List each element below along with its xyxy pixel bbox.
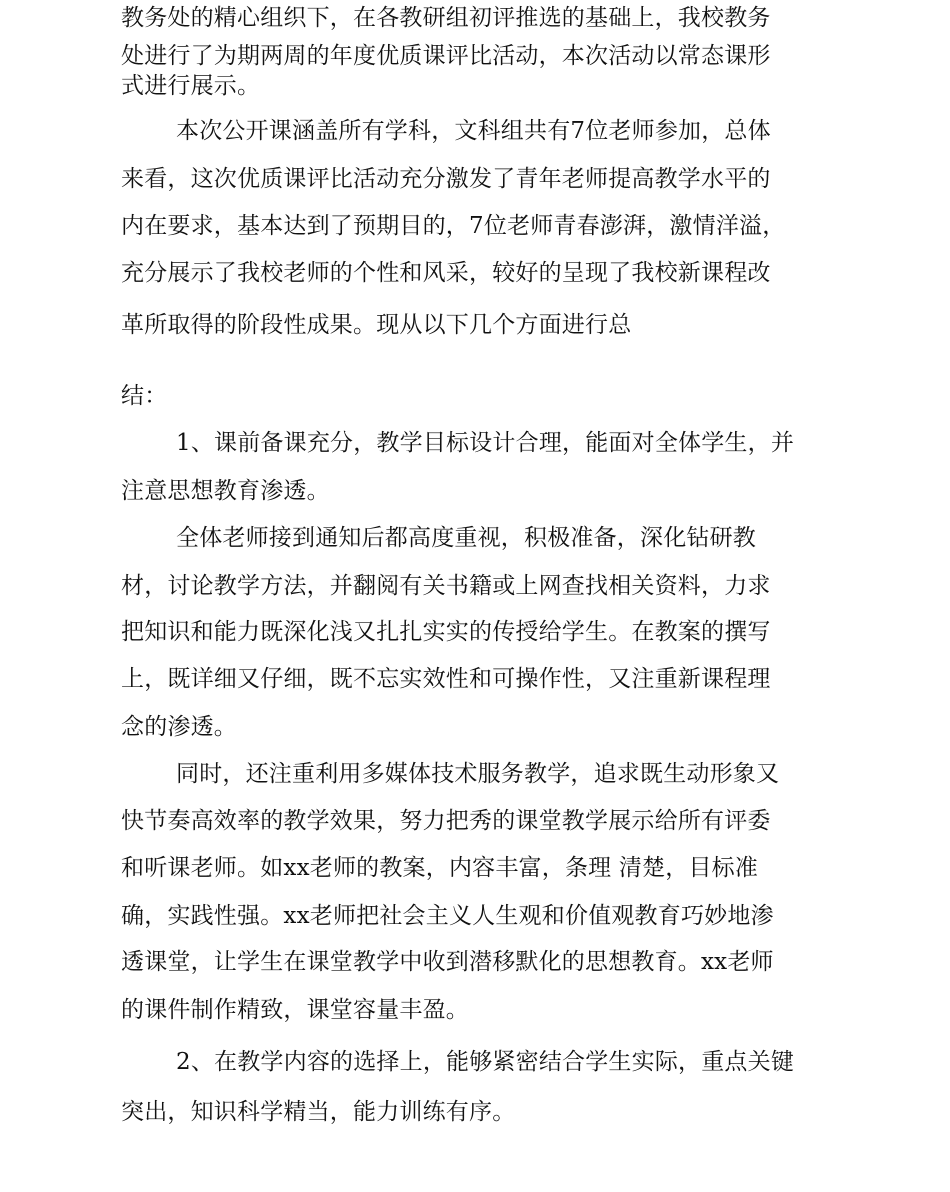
paragraph-line: 和听课老师。如xx老师的教案，内容丰富，条理 清楚，目标准: [121, 855, 759, 881]
paragraph-line: 把知识和能力既深化浅又扎扎实实的传授给学生。在教案的撰写: [121, 619, 771, 645]
paragraph-line: 来看，这次优质课评比活动充分激发了青年老师提高教学水平的: [121, 166, 771, 192]
paragraph-line: 本次公开课涵盖所有学科，文科组共有7位老师参加，总体: [176, 118, 771, 144]
paragraph-line: 处进行了为期两周的年度优质课评比活动，本次活动以常态课形: [121, 43, 771, 69]
paragraph-line: 内在要求，基本达到了预期目的，7位老师青春澎湃，激情洋溢，: [121, 213, 786, 239]
paragraph-line: 念的渗透。: [121, 714, 237, 740]
paragraph-line: 确，实践性强。xx老师把社会主义人生观和价值观教育巧妙地渗: [121, 903, 774, 929]
paragraph-line: 同时，还注重利用多媒体技术服务教学，追求既生动形象又: [176, 761, 780, 787]
paragraph-line: 全体老师接到通知后都高度重视，积极准备，深化钻研教: [176, 525, 756, 551]
paragraph-line: 教务处的精心组织下，在各教研组初评推选的基础上，我校教务: [121, 5, 771, 31]
paragraph-line: 透课堂，让学生在课堂教学中收到潜移默化的思想教育。xx老师: [121, 949, 774, 975]
section-heading-line: 1、课前备课充分，教学目标设计合理，能面对全体学生，并: [176, 430, 795, 456]
paragraph-line: 式进行展示。: [121, 73, 261, 99]
paragraph-line: 结：: [121, 383, 168, 409]
section-heading-line: 突出，知识科学精当，能力训练有序。: [121, 1099, 516, 1125]
paragraph-line: 材，讨论教学方法，并翻阅有关书籍或上网查找相关资料，力求: [121, 573, 771, 599]
paragraph-line: 上，既详细又仔细，既不忘实效性和可操作性，又注重新课程理: [121, 666, 771, 692]
section-heading-line: 2、在教学内容的选择上，能够紧密结合学生实际，重点关键: [176, 1049, 795, 1075]
paragraph-line: 革所取得的阶段性成果。现从以下几个方面进行总: [121, 312, 632, 338]
paragraph-line: 的课件制作精致，课堂容量丰盈。: [121, 997, 469, 1023]
section-heading-line: 注意思想教育渗透。: [121, 478, 330, 504]
paragraph-line: 快节奏高效率的教学效果，努力把秀的课堂教学展示给所有评委: [121, 808, 771, 834]
paragraph-line: 充分展示了我校老师的个性和风采，较好的呈现了我校新课程改: [121, 260, 771, 286]
